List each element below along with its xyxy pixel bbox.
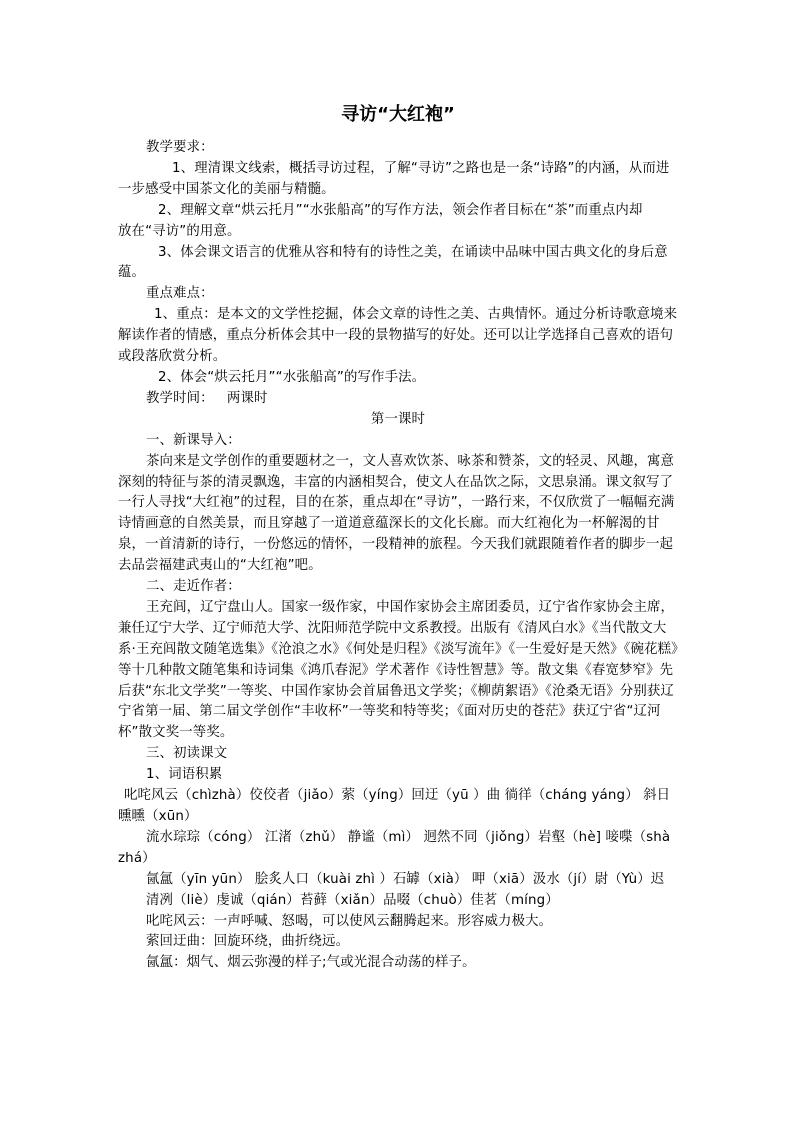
document-title: 寻访“大红袍” bbox=[341, 104, 455, 125]
teaching-time: 教学时间： 两课时 bbox=[146, 390, 268, 406]
vocabulary-line-4: 清冽（liè）虔诚（qián）苔藓（xiǎn）品啜（chuò）佳茗（míng） bbox=[146, 892, 559, 908]
teaching-requirements-heading: 教学要求： bbox=[146, 140, 214, 155]
definition-2: 萦回迂曲：回旋环绕，曲折绕远。 bbox=[146, 934, 350, 950]
first-lesson-heading: 第一课时 bbox=[370, 411, 426, 427]
section-about-author: 二、走近作者： bbox=[146, 579, 241, 595]
vocabulary-line-3: 氤氲（yīn yūn） 脍炙人口（kuài zhì ）石罅（xià） 呷（xiā）汲水（jí）尉（Yù）迟 bbox=[146, 871, 665, 887]
key-point-1: 1、重点：是本文的文学性挖掘，体会文章的诗性之美、古典情怀。通过分析诗歌意境来解读作者的情感，重点分析体会其中一段的景物描写的好处。还可以让学选择自己喜欢的语句或段落欣赏分析。 bbox=[118, 307, 678, 365]
vocabulary-line-1: 叱咤风云（chìzhà）佼佼者（jiǎo）萦（yíng）回迂（yū ）曲 徜徉（cháng yáng） 斜日曛曛（xūn） bbox=[118, 788, 671, 824]
author-paragraph: 王充闾，辽宁盘山人。国家一级作家，中国作家协会主席团委员，辽宁省作家协会主席，兼任辽宁大学、辽宁师范大学、沈阳师范学院中文系教授。出版有《清风白水》《当代散文大系·王充闾散文随笔选集》《沧浪之水》《何处是归程》《淡写流年》《一生爱好是天然》《碗花糕》等十几种散文随笔集和诗词集《鸿爪春泥》学术著作《诗性智慧》等。散文集《春宽梦窄》先后获“东北文学奖”一等奖、中国作家协会首届鲁迅文学奖；《柳荫絮语》《沧桑无语》分别获辽宁省第一届、第二届文学创作“丰收杯”一等奖和特等奖；《面对历史的苍茫》获辽宁省“辽河杯”散文奖一等奖。 bbox=[118, 599, 678, 741]
document-body bbox=[118, 138, 678, 974]
definition-1: 叱咤风云：一声呼喊、怒喝，可以使风云翻腾起来。形容威力极大。 bbox=[146, 913, 553, 929]
section-new-lesson-intro: 一、新课导入： bbox=[146, 432, 241, 448]
definition-3: 氤氲：烟气、烟云弥漫的样子;气或光混合动荡的样子。 bbox=[146, 955, 476, 971]
requirement-2-continued: 放在“寻访”的用意。 bbox=[118, 223, 241, 239]
requirement-3: 3、体会课文语言的优雅从容和特有的诗性之美，在诵读中品味中国古典文化的身后意蕴。 bbox=[118, 244, 668, 281]
vocabulary-line-2: 流水琮琮（cóng） 江渚（zhǔ） 静谧（mì） 迥然不同（jiǒng）岩壑（hè] 唼喋（shà zhá） bbox=[118, 829, 671, 866]
section-first-reading: 三、初读课文 bbox=[146, 746, 228, 762]
key-difficulties-heading: 重点难点： bbox=[146, 286, 214, 302]
key-point-2: 2、体会“烘云托月”“水张船高”的写作手法。 bbox=[158, 369, 426, 385]
requirement-1: 1、理清课文线索，概括寻访过程，了解“寻访”之路也是一条“诗路”的内涵，从而进一步感受中国茶文化的美丽与精髓。 bbox=[118, 160, 670, 197]
intro-paragraph: 茶向来是文学创作的重要题材之一，文人喜欢饮茶、咏茶和赞茶，文的轻灵、风趣，寓意深刻的特征与茶的清灵飘逸，丰富的内涵相契合，使文人在品饮之际，文思泉涌。课文叙写了一行人寻找“大红袍”的过程，目的在茶，重点却在“寻访”，一路行来，不仅欣赏了一幅幅充满诗情画意的自然美景，而且穿越了一道道意蕴深长的文化长廊。而大红袍化为一杯解渴的甘泉，一首清新的诗行，一份悠远的情怀，一段精神的旅程。今天我们就跟随着作者的脚步一起去品尝福建武夷山的“大红袍”吧。 bbox=[118, 453, 675, 574]
requirement-2: 2、理解文章“烘云托月”“水张船高”的写作方法，领会作者目标在“茶”而重点内却 bbox=[158, 202, 643, 218]
vocabulary-heading: 1、词语积累 bbox=[146, 767, 223, 783]
